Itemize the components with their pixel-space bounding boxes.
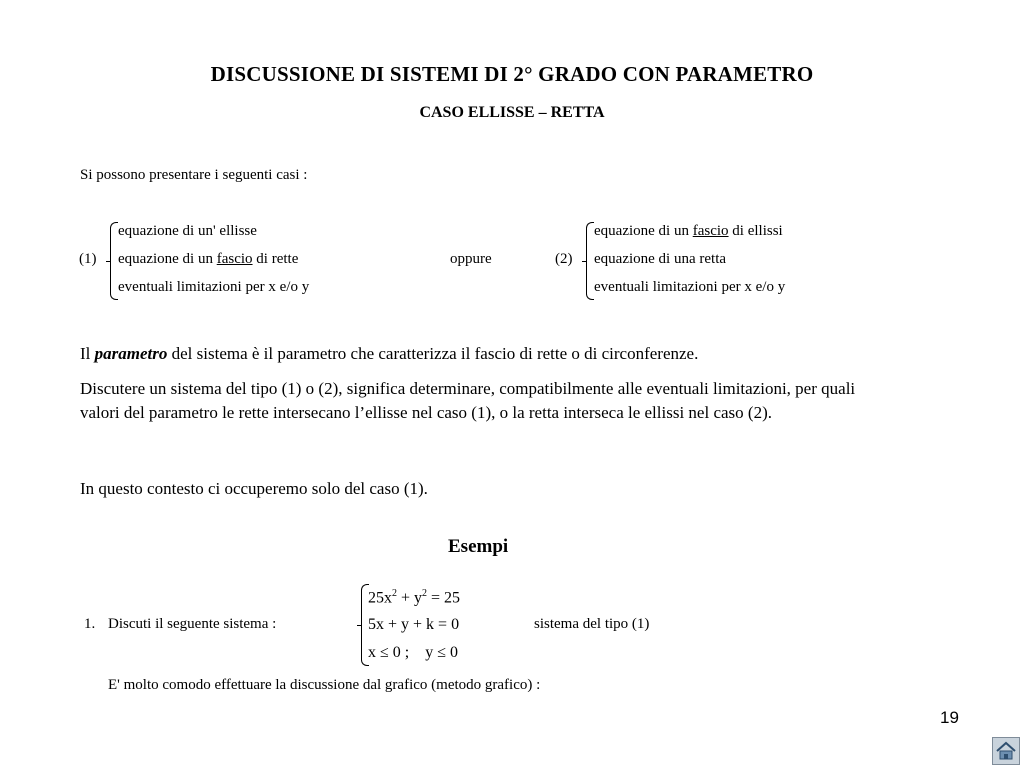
page-number: 19: [940, 708, 959, 727]
fascio-word: fascio: [692, 223, 729, 239]
system-1-brace: [110, 222, 118, 300]
system-1-label: (1): [79, 251, 97, 267]
system-2-label: (2): [555, 251, 573, 267]
system-2-line-1: [594, 223, 783, 240]
eq1-term-a: 25x: [368, 589, 392, 607]
para1-prefix: Il: [80, 344, 95, 363]
example-1-eq-1: [368, 588, 460, 607]
system-1-line-2: [118, 251, 298, 268]
system-2-line-3: eventuali limitazioni per x e/o y: [594, 279, 786, 295]
parametro-paragraph: [80, 342, 900, 366]
intro-text: Si possono presentare i seguenti casi :: [80, 167, 308, 183]
scope-paragraph: In questo contesto ci occuperemo solo del caso (1).: [80, 479, 428, 498]
oppure-text: oppure: [450, 251, 492, 267]
graph-method-note: E' molto comodo effettuare la discussione dal grafico (metodo grafico) :: [108, 677, 541, 693]
system-1-line-1: equazione di un' ellisse: [118, 223, 257, 239]
system-1-line-3: eventuali limitazioni per x e/o y: [118, 279, 310, 295]
page-subtitle: CASO ELLISSE – RETTA: [419, 104, 605, 121]
example-1-eq-3: x ≤ 0 ; y ≤ 0: [368, 644, 459, 661]
example-1-prompt: Discuti il seguente sistema :: [108, 616, 277, 632]
eq1-exp-1: 2: [392, 588, 397, 599]
eq1-term-c: = 25: [431, 589, 461, 607]
system-1-line-2-head: equazione di un: [118, 251, 213, 267]
system-1-line-2-tail: di rette: [256, 251, 299, 267]
page-title: DISCUSSIONE DI SISTEMI DI 2° GRADO CON PARAMETRO: [210, 62, 814, 86]
parametro-emph: parametro: [94, 344, 168, 363]
examples-heading: Esempi: [448, 536, 509, 557]
para1-suffix: del sistema è il parametro che caratterizza il fascio di rette o di circonferenze.: [167, 344, 699, 363]
system-2-line-1-head: equazione di un: [594, 223, 689, 239]
eq1-exp-2: 2: [422, 588, 428, 599]
example-1-eq-2: 5x + y + k = 0: [368, 616, 460, 633]
discussion-paragraph: Discutere un sistema del tipo (1) o (2), significa determinare, compatibilmente alle eventuali limitazioni, per quali valori del parametro le rette intersecano l’ellisse nel caso (1), o la retta interseca le ellissi nel caso (2).: [80, 379, 856, 422]
fascio-word: fascio: [216, 251, 253, 267]
example-1-type: sistema del tipo (1): [534, 616, 650, 632]
home-button[interactable]: [992, 737, 1020, 765]
eq1-term-b: + y: [401, 589, 423, 607]
home-icon: [995, 741, 1017, 761]
system-2-line-2: equazione di una retta: [594, 251, 727, 267]
example-1-number: 1.: [84, 616, 96, 632]
system-2-brace: [586, 222, 594, 300]
system-2-line-1-tail: di ellissi: [732, 223, 783, 239]
